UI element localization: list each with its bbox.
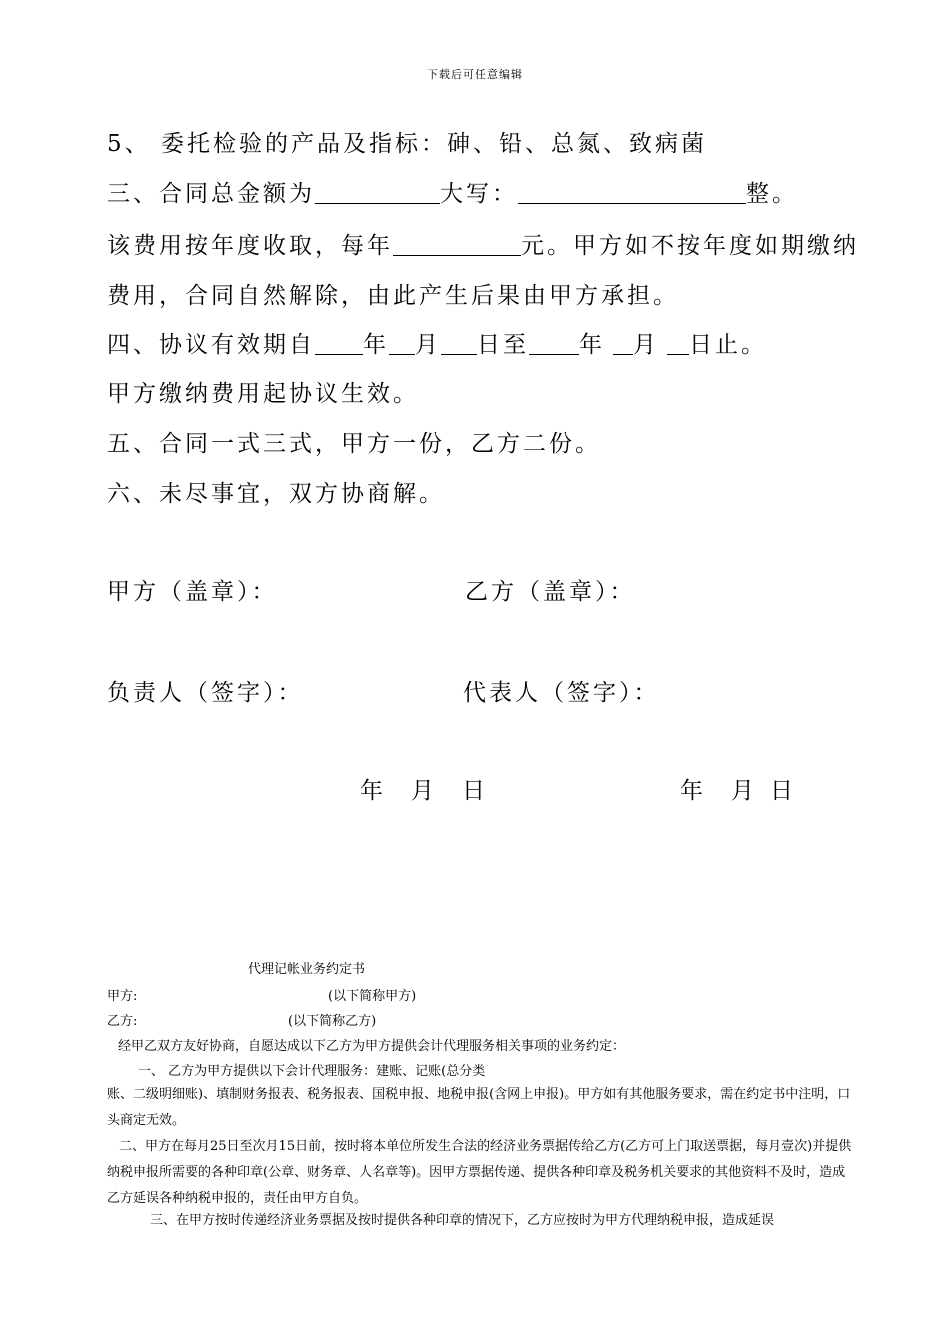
end-month-label: 月	[633, 332, 659, 358]
agreement-party-b: 乙方:	[107, 1014, 138, 1029]
date-month: 月	[731, 778, 754, 804]
party-a-date	[360, 772, 485, 805]
clause-fee-label: 该费用按年度收取，每年	[107, 233, 393, 259]
end-day-label: 日止。	[689, 332, 767, 358]
clause1-text: 账、二级明细账)、填制财务报表、税务报表、国税申报、地税申报(含网上申报)。甲方如有其他服务要求，需在约定书中注明，口头商定无效。	[107, 1087, 851, 1128]
clause-fee-cont: 元。甲方如不按年度如期缴纳	[521, 233, 859, 259]
header-note: 下载后可任意编辑	[427, 68, 523, 81]
clause-fee	[107, 227, 859, 260]
clause-six: 六、未尽事宜，双方协商解。	[107, 481, 445, 507]
end-year-label: 年	[579, 332, 605, 358]
amount-blank[interactable]	[315, 181, 440, 204]
annual-fee-blank[interactable]	[393, 233, 521, 256]
start-year-blank[interactable]	[315, 332, 363, 355]
party-b-seal-label: 乙方（盖章）：	[465, 579, 636, 605]
end-day-blank[interactable]	[667, 332, 689, 355]
start-day-label: 日至	[477, 332, 529, 358]
agreement-title: 代理记帐业务约定书	[248, 962, 366, 977]
end-year-blank[interactable]	[529, 332, 579, 355]
date-year: 年	[680, 778, 703, 804]
date-year: 年	[360, 778, 383, 804]
agreement-clause1-line1: 一、 乙方为甲方提供以下会计代理服务：建账、记账(总分类	[138, 1064, 486, 1079]
agreement-intro: 经甲乙双方友好协商，自愿达成以下乙方为甲方提供会计代理服务相关事项的业务约定：	[118, 1039, 626, 1054]
date-month: 月	[411, 778, 434, 804]
clause-three-label: 三、合同总金额为	[107, 181, 315, 207]
end-month-blank[interactable]	[613, 332, 633, 355]
party-b-sign-label: 代表人（签字）：	[463, 680, 660, 706]
clause-four-label: 四、协议有效期自	[107, 332, 315, 358]
agreement-party-a: 甲方:	[107, 989, 138, 1004]
clause-effect: 甲方缴纳费用起协议生效。	[107, 381, 419, 407]
clause-three-end: 整。	[746, 181, 798, 207]
agreement-clause1-rest	[107, 1082, 852, 1134]
clause-three-capital-label: 大写：	[440, 181, 518, 207]
start-month-blank[interactable]	[389, 332, 415, 355]
agreement-clause2	[107, 1134, 852, 1212]
agreement-clause3: 三、在甲方按时传递经济业务票据及按时提供各种印章的情况下，乙方应按时为甲方代理纳税申报，造成延误	[150, 1213, 775, 1228]
clause2-text: 二、甲方在每月25日至次月15日前，按时将本单位所发生合法的经济业务票据传给乙方(乙方可上门取送票据，每月壹次)并提供纳税申报所需要的各种印章(公章、财务章、人名章等)。因甲方票据传递、提供各种印章及税务机关要求的其他资料不及时，造成乙方延误各种纳税申报的，责任由甲方自负。	[107, 1139, 852, 1206]
party-a-seal-label: 甲方（盖章）：	[107, 579, 278, 605]
start-month-label: 月	[415, 332, 441, 358]
clause-fee-line2: 费用，合同自然解除，由此产生后果由甲方承担。	[107, 283, 679, 309]
party-b-date	[680, 772, 793, 805]
date-day: 日	[770, 778, 793, 804]
clause-four	[107, 326, 767, 359]
clause-three	[107, 175, 798, 208]
date-day: 日	[462, 778, 485, 804]
clause-item-5: 5、 委托检验的产品及指标：砷、铅、总氮、致病菌	[107, 131, 707, 157]
clause-five: 五、合同一式三式，甲方一份，乙方二份。	[107, 431, 601, 457]
agreement-party-a-note: (以下简称甲方)	[328, 989, 417, 1004]
start-year-label: 年	[363, 332, 389, 358]
agreement-party-b-note: (以下简称乙方)	[288, 1014, 377, 1029]
start-day-blank[interactable]	[441, 332, 477, 355]
amount-capital-blank[interactable]	[518, 181, 746, 204]
party-a-sign-label: 负责人（签字）：	[107, 680, 304, 706]
